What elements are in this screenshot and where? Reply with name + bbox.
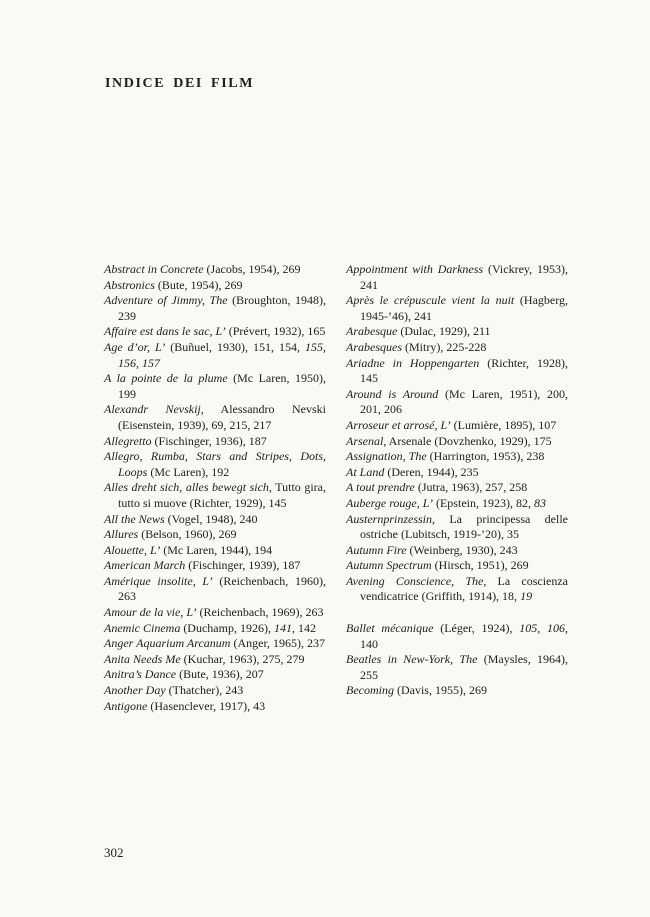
index-entry: [104, 683, 326, 699]
entry-detail: (Fischinger, 1936), 187: [151, 433, 267, 448]
film-title: 19: [520, 589, 533, 604]
index-entry: [346, 496, 568, 512]
entry-detail: (Epstein, 1923), 82,: [432, 495, 534, 510]
index-entry: [104, 512, 326, 528]
entry-detail: (Léger, 1924),: [433, 621, 520, 636]
entry-detail: (Dulac, 1929), 211: [397, 324, 491, 339]
index-entry: [104, 480, 326, 511]
entry-detail: (Vogel, 1948), 240: [164, 511, 258, 526]
entry-detail: (Reichenbach, 1969), 263: [196, 605, 324, 620]
index-entry: [346, 652, 568, 683]
entry-detail: (Hagberg, 1945-’46), 241: [360, 293, 568, 323]
film-title: Adventure of Jimmy, The: [104, 293, 228, 308]
entry-detail: (Lumière, 1895), 107: [450, 417, 557, 432]
film-title: 141: [273, 620, 292, 635]
entry-detail: (Reichenbach, 1960), 263: [118, 573, 326, 604]
index-entry: [104, 340, 326, 371]
index-entry: [346, 356, 568, 387]
film-title: 155, 156, 157: [118, 339, 327, 370]
entry-detail: (Mc Laren, 1944), 194: [160, 542, 273, 557]
index-entry: [346, 449, 568, 465]
film-title: Anemic Cinema: [104, 620, 181, 635]
film-title: Allegro, Rumba, Stars and Stripes, Dots, Loops: [104, 449, 326, 479]
index-entry: [346, 621, 568, 652]
index-entry: [104, 699, 326, 715]
entry-detail: (Maysles, 1964), 255: [360, 652, 568, 682]
index-entry: [104, 667, 326, 683]
index-entry: [104, 621, 326, 637]
index-entry: [104, 558, 326, 574]
film-title: Anger Aquarium Arcanum: [104, 636, 231, 651]
film-title: Abstronics: [104, 277, 155, 292]
entry-detail: (Bute, 1954), 269: [154, 277, 243, 292]
index-entry: [346, 480, 568, 496]
film-title: Abstract in Concrete: [104, 262, 204, 276]
index-entry: [104, 527, 326, 543]
film-title: Après le crépuscule vient la nuit: [346, 293, 515, 308]
film-title: A tout prendre: [346, 480, 415, 495]
film-title: A la pointe de la plume: [104, 371, 228, 386]
index-column-left: [104, 262, 326, 714]
index-entry: [104, 324, 326, 340]
film-title: Amérique insolite, L’: [104, 573, 213, 588]
entry-detail: , Tutto gira, tutto si muove (Richter, 1929), 145: [118, 480, 327, 510]
film-title: Anitra’s Dance: [104, 667, 177, 682]
film-title: Appointment with Darkness: [346, 262, 484, 276]
film-title: Ballet mécanique: [346, 621, 434, 636]
film-title: 105, 106: [519, 621, 566, 636]
film-title: All the News: [104, 511, 165, 526]
film-title: Avening Conscience, The: [346, 573, 484, 588]
index-entry: [104, 543, 326, 559]
film-title: Arsenal: [346, 433, 384, 448]
index-entry: [104, 636, 326, 652]
index-entry: [346, 434, 568, 450]
entry-detail: (Buñuel, 1930), 151, 154,: [165, 339, 306, 354]
index-entry: [346, 387, 568, 418]
index-column-right: [346, 262, 568, 714]
index-entry: [346, 418, 568, 434]
film-title: Allegretto: [104, 433, 152, 448]
entry-detail: (Jutra, 1963), 257, 258: [414, 480, 528, 495]
index-entry: [346, 324, 568, 340]
film-title: Anita Needs Me: [104, 651, 181, 666]
entry-detail: (Fischinger, 1939), 187: [185, 558, 301, 573]
index-entry: [104, 293, 326, 324]
entry-detail: (Mc Laren, 1951), 200, 201, 206: [360, 386, 568, 417]
index-entry: [346, 543, 568, 559]
film-title: Arabesques: [346, 339, 402, 354]
entry-detail: (Thatcher), 243: [165, 683, 244, 698]
film-title: Beatles in New-York, The: [346, 652, 478, 667]
entry-detail: , Arsenale (Dovzhenko, 1929), 175: [383, 433, 552, 448]
film-title: Another Day: [104, 683, 166, 698]
entry-detail: (Mc Laren, 1950), 199: [118, 371, 327, 401]
index-entry: [346, 262, 568, 293]
film-title: Arroseur et arrosé, L’: [346, 417, 451, 432]
entry-detail: (Broughton, 1948), 239: [118, 293, 326, 323]
index-entry: [104, 652, 326, 668]
entry-detail: (Hasenclever, 1917), 43: [147, 698, 266, 713]
index-entry: [346, 683, 568, 699]
index-entry: [104, 605, 326, 621]
film-title: Affaire est dans le sac, L’: [104, 324, 226, 339]
entry-detail: (Weinberg, 1930), 243: [406, 542, 518, 557]
entry-detail: , 142: [291, 620, 316, 635]
index-entry: [346, 465, 568, 481]
entry-detail: , Alessandro Nevski (Eisenstein, 1939), 69, 215, 217: [118, 402, 326, 432]
film-title: American March: [104, 558, 186, 573]
film-title: Autumn Spectrum: [346, 558, 432, 573]
entry-detail: (Richter, 1928), 145: [360, 355, 568, 386]
page-title: INDICE DEI FILM: [105, 76, 255, 91]
entry-detail: , La coscienza vendicatrice (Griffith, 1914), 18,: [360, 573, 569, 604]
film-title: Austernprinzessin: [346, 511, 433, 526]
film-title: Amour de la vie, L’: [104, 605, 197, 620]
film-title: Allures: [104, 527, 139, 542]
film-title: Auberge rouge, L’: [346, 495, 433, 510]
index-entry: [104, 262, 326, 278]
index-entry: [346, 574, 568, 605]
entry-detail: (Jacobs, 1954), 269: [203, 262, 301, 276]
index-entry: [104, 574, 326, 605]
film-title: Arabesque: [346, 324, 398, 339]
index-entry: [346, 340, 568, 356]
film-title: 83: [533, 495, 546, 510]
film-title: Alles dreht sich, alles bewegt sich: [104, 480, 269, 495]
entry-detail: (Prévert, 1932), 165: [225, 324, 326, 339]
entry-detail: (Belson, 1960), 269: [138, 527, 237, 542]
entry-detail: (Duchamp, 1926),: [180, 620, 274, 635]
index-entry: [104, 371, 326, 402]
index-entry: [104, 402, 326, 433]
film-title: Around is Around: [346, 386, 439, 401]
entry-detail: (Hirsch, 1951), 269: [431, 558, 529, 573]
entry-detail: (Vickrey, 1953), 241: [360, 262, 568, 292]
film-title: Becoming: [346, 683, 394, 698]
index-entry: [346, 293, 568, 324]
entry-detail: (Mc Laren), 192: [147, 464, 230, 479]
film-title: Antigone: [104, 698, 148, 713]
entry-detail: , 140: [360, 621, 569, 651]
index-entry: [346, 512, 568, 543]
index-entry: [104, 449, 326, 480]
index-entry: [346, 558, 568, 574]
index-entry: [104, 434, 326, 450]
entry-detail: (Anger, 1965), 237: [230, 636, 325, 651]
film-title: Alouette, L’: [104, 542, 161, 557]
film-title: Ariadne in Hoppengarten: [346, 355, 480, 370]
film-title: Autumn Fire: [346, 542, 407, 557]
entry-detail: (Davis, 1955), 269: [393, 683, 487, 698]
index-entry: [104, 278, 326, 294]
entry-detail: (Bute, 1936), 207: [176, 667, 264, 682]
film-title: At Land: [346, 464, 385, 479]
index-columns: [104, 262, 568, 714]
page-number: 302: [104, 845, 124, 860]
film-title: Assignation, The: [346, 449, 427, 464]
entry-detail: (Mitry), 225-228: [402, 339, 487, 354]
entry-detail: , La principessa delle ostriche (Lubitsch, 1919-’20), 35: [360, 511, 568, 542]
entry-detail: (Kuchar, 1963), 275, 279: [180, 651, 305, 666]
entry-detail: (Harrington, 1953), 238: [426, 449, 545, 464]
film-title: Alexandr Nevskij: [104, 402, 201, 417]
entry-detail: (Deren, 1944), 235: [384, 464, 479, 479]
film-title: Age d’or, L’: [104, 339, 166, 354]
